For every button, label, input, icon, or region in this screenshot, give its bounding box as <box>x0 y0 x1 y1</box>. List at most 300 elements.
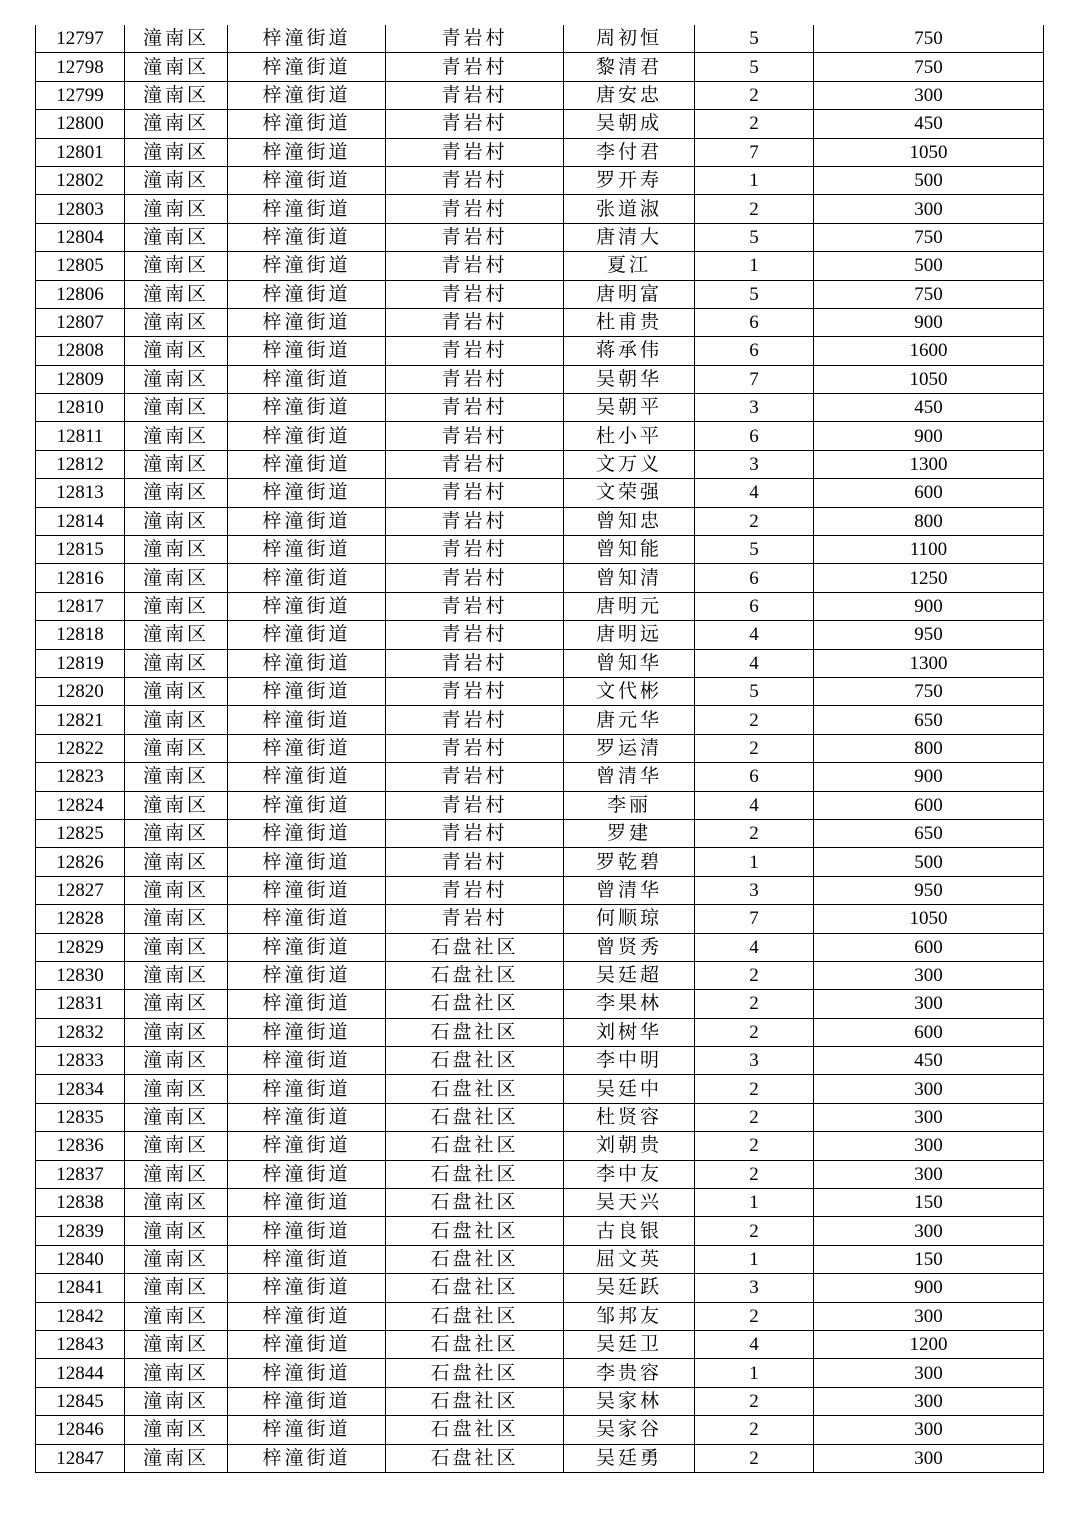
village-cell: 石盘社区 <box>386 1075 564 1103</box>
table-row <box>36 479 1044 507</box>
data-table <box>35 25 1044 1473</box>
table-row <box>36 649 1044 677</box>
amount-cell: 150 <box>814 1189 1044 1217</box>
record-number-cell: 12816 <box>36 564 125 592</box>
table-row <box>36 25 1044 53</box>
village-cell: 青岩村 <box>386 450 564 478</box>
record-number-cell: 12813 <box>36 479 125 507</box>
table-row <box>36 1330 1044 1358</box>
street-cell: 梓潼街道 <box>228 536 386 564</box>
record-number-cell: 12814 <box>36 507 125 535</box>
table-row <box>36 195 1044 223</box>
village-cell: 青岩村 <box>386 791 564 819</box>
household-count-cell: 2 <box>695 1217 814 1245</box>
district-cell: 潼南区 <box>125 876 228 904</box>
table-row <box>36 1245 1044 1273</box>
record-number-cell: 12844 <box>36 1359 125 1387</box>
name-cell: 古良银 <box>564 1217 695 1245</box>
street-cell: 梓潼街道 <box>228 933 386 961</box>
street-cell: 梓潼街道 <box>228 592 386 620</box>
village-cell: 石盘社区 <box>386 1416 564 1444</box>
street-cell: 梓潼街道 <box>228 110 386 138</box>
village-cell: 青岩村 <box>386 479 564 507</box>
district-cell: 潼南区 <box>125 621 228 649</box>
village-cell: 青岩村 <box>386 677 564 705</box>
street-cell: 梓潼街道 <box>228 1047 386 1075</box>
amount-cell: 1050 <box>814 365 1044 393</box>
street-cell: 梓潼街道 <box>228 990 386 1018</box>
district-cell: 潼南区 <box>125 990 228 1018</box>
name-cell: 吴朝华 <box>564 365 695 393</box>
amount-cell: 900 <box>814 422 1044 450</box>
amount-cell: 900 <box>814 592 1044 620</box>
table-row <box>36 365 1044 393</box>
household-count-cell: 7 <box>695 905 814 933</box>
household-count-cell: 2 <box>695 1132 814 1160</box>
household-count-cell: 4 <box>695 649 814 677</box>
amount-cell: 750 <box>814 53 1044 81</box>
name-cell: 蒋承伟 <box>564 337 695 365</box>
name-cell: 李付君 <box>564 138 695 166</box>
district-cell: 潼南区 <box>125 308 228 336</box>
table-row <box>36 848 1044 876</box>
village-cell: 青岩村 <box>386 763 564 791</box>
amount-cell: 750 <box>814 25 1044 53</box>
record-number-cell: 12831 <box>36 990 125 1018</box>
district-cell: 潼南区 <box>125 1302 228 1330</box>
amount-cell: 950 <box>814 621 1044 649</box>
record-number-cell: 12797 <box>36 25 125 53</box>
record-number-cell: 12830 <box>36 961 125 989</box>
table-row <box>36 1302 1044 1330</box>
amount-cell: 450 <box>814 110 1044 138</box>
document-page <box>35 25 1043 1473</box>
household-count-cell: 4 <box>695 933 814 961</box>
amount-cell: 900 <box>814 308 1044 336</box>
table-row <box>36 280 1044 308</box>
record-number-cell: 12833 <box>36 1047 125 1075</box>
street-cell: 梓潼街道 <box>228 1359 386 1387</box>
name-cell: 吴廷中 <box>564 1075 695 1103</box>
street-cell: 梓潼街道 <box>228 507 386 535</box>
name-cell: 杜甫贵 <box>564 308 695 336</box>
record-number-cell: 12819 <box>36 649 125 677</box>
amount-cell: 300 <box>814 1075 1044 1103</box>
village-cell: 石盘社区 <box>386 1189 564 1217</box>
village-cell: 青岩村 <box>386 507 564 535</box>
amount-cell: 650 <box>814 706 1044 734</box>
district-cell: 潼南区 <box>125 365 228 393</box>
name-cell: 屈文英 <box>564 1245 695 1273</box>
amount-cell: 750 <box>814 223 1044 251</box>
district-cell: 潼南区 <box>125 1387 228 1415</box>
name-cell: 唐明富 <box>564 280 695 308</box>
table-row <box>36 791 1044 819</box>
village-cell: 青岩村 <box>386 905 564 933</box>
village-cell: 青岩村 <box>386 564 564 592</box>
district-cell: 潼南区 <box>125 337 228 365</box>
record-number-cell: 12843 <box>36 1330 125 1358</box>
record-number-cell: 12837 <box>36 1160 125 1188</box>
district-cell: 潼南区 <box>125 53 228 81</box>
household-count-cell: 2 <box>695 1416 814 1444</box>
district-cell: 潼南区 <box>125 223 228 251</box>
district-cell: 潼南区 <box>125 1330 228 1358</box>
household-count-cell: 2 <box>695 1387 814 1415</box>
table-row <box>36 1132 1044 1160</box>
street-cell: 梓潼街道 <box>228 1075 386 1103</box>
record-number-cell: 12815 <box>36 536 125 564</box>
table-row <box>36 166 1044 194</box>
household-count-cell: 5 <box>695 53 814 81</box>
table-row <box>36 734 1044 762</box>
village-cell: 青岩村 <box>386 819 564 847</box>
table-row <box>36 1189 1044 1217</box>
household-count-cell: 4 <box>695 791 814 819</box>
village-cell: 石盘社区 <box>386 1302 564 1330</box>
district-cell: 潼南区 <box>125 195 228 223</box>
household-count-cell: 2 <box>695 1302 814 1330</box>
village-cell: 石盘社区 <box>386 1359 564 1387</box>
table-row <box>36 763 1044 791</box>
village-cell: 青岩村 <box>386 706 564 734</box>
table-row <box>36 308 1044 336</box>
amount-cell: 800 <box>814 507 1044 535</box>
district-cell: 潼南区 <box>125 1103 228 1131</box>
district-cell: 潼南区 <box>125 1359 228 1387</box>
district-cell: 潼南区 <box>125 1217 228 1245</box>
amount-cell: 300 <box>814 81 1044 109</box>
street-cell: 梓潼街道 <box>228 422 386 450</box>
table-row <box>36 1018 1044 1046</box>
household-count-cell: 2 <box>695 1018 814 1046</box>
record-number-cell: 12799 <box>36 81 125 109</box>
table-row <box>36 1217 1044 1245</box>
name-cell: 吴廷卫 <box>564 1330 695 1358</box>
amount-cell: 1600 <box>814 337 1044 365</box>
name-cell: 文代彬 <box>564 677 695 705</box>
name-cell: 周初恒 <box>564 25 695 53</box>
amount-cell: 300 <box>814 1302 1044 1330</box>
record-number-cell: 12846 <box>36 1416 125 1444</box>
table-row <box>36 53 1044 81</box>
district-cell: 潼南区 <box>125 1018 228 1046</box>
amount-cell: 900 <box>814 1274 1044 1302</box>
amount-cell: 1300 <box>814 450 1044 478</box>
name-cell: 唐安忠 <box>564 81 695 109</box>
district-cell: 潼南区 <box>125 1132 228 1160</box>
name-cell: 吴廷勇 <box>564 1444 695 1472</box>
amount-cell: 600 <box>814 479 1044 507</box>
district-cell: 潼南区 <box>125 1416 228 1444</box>
household-count-cell: 5 <box>695 25 814 53</box>
village-cell: 石盘社区 <box>386 1160 564 1188</box>
table-row <box>36 1359 1044 1387</box>
street-cell: 梓潼街道 <box>228 1274 386 1302</box>
village-cell: 青岩村 <box>386 195 564 223</box>
record-number-cell: 12808 <box>36 337 125 365</box>
household-count-cell: 5 <box>695 223 814 251</box>
table-row <box>36 1103 1044 1131</box>
district-cell: 潼南区 <box>125 961 228 989</box>
name-cell: 夏江 <box>564 252 695 280</box>
name-cell: 李丽 <box>564 791 695 819</box>
amount-cell: 300 <box>814 195 1044 223</box>
district-cell: 潼南区 <box>125 564 228 592</box>
record-number-cell: 12802 <box>36 166 125 194</box>
household-count-cell: 3 <box>695 1274 814 1302</box>
table-row <box>36 592 1044 620</box>
name-cell: 曾清华 <box>564 876 695 904</box>
name-cell: 文万义 <box>564 450 695 478</box>
amount-cell: 1200 <box>814 1330 1044 1358</box>
record-number-cell: 12809 <box>36 365 125 393</box>
district-cell: 潼南区 <box>125 1160 228 1188</box>
street-cell: 梓潼街道 <box>228 791 386 819</box>
street-cell: 梓潼街道 <box>228 394 386 422</box>
record-number-cell: 12826 <box>36 848 125 876</box>
household-count-cell: 6 <box>695 422 814 450</box>
village-cell: 石盘社区 <box>386 1274 564 1302</box>
name-cell: 杜小平 <box>564 422 695 450</box>
village-cell: 石盘社区 <box>386 1330 564 1358</box>
record-number-cell: 12817 <box>36 592 125 620</box>
name-cell: 吴家谷 <box>564 1416 695 1444</box>
district-cell: 潼南区 <box>125 1047 228 1075</box>
village-cell: 青岩村 <box>386 280 564 308</box>
record-number-cell: 12820 <box>36 677 125 705</box>
record-number-cell: 12821 <box>36 706 125 734</box>
village-cell: 青岩村 <box>386 621 564 649</box>
table-row <box>36 1387 1044 1415</box>
village-cell: 青岩村 <box>386 223 564 251</box>
household-count-cell: 1 <box>695 1189 814 1217</box>
name-cell: 刘朝贵 <box>564 1132 695 1160</box>
table-row <box>36 1075 1044 1103</box>
name-cell: 曾清华 <box>564 763 695 791</box>
name-cell: 罗运清 <box>564 734 695 762</box>
name-cell: 罗开寿 <box>564 166 695 194</box>
amount-cell: 1250 <box>814 564 1044 592</box>
household-count-cell: 6 <box>695 763 814 791</box>
village-cell: 青岩村 <box>386 592 564 620</box>
street-cell: 梓潼街道 <box>228 1330 386 1358</box>
street-cell: 梓潼街道 <box>228 479 386 507</box>
record-number-cell: 12836 <box>36 1132 125 1160</box>
record-number-cell: 12806 <box>36 280 125 308</box>
district-cell: 潼南区 <box>125 166 228 194</box>
name-cell: 吴天兴 <box>564 1189 695 1217</box>
street-cell: 梓潼街道 <box>228 1245 386 1273</box>
household-count-cell: 6 <box>695 592 814 620</box>
amount-cell: 300 <box>814 1217 1044 1245</box>
record-number-cell: 12847 <box>36 1444 125 1472</box>
record-number-cell: 12832 <box>36 1018 125 1046</box>
record-number-cell: 12840 <box>36 1245 125 1273</box>
amount-cell: 1050 <box>814 138 1044 166</box>
table-body <box>36 25 1044 1472</box>
table-row <box>36 252 1044 280</box>
table-row <box>36 990 1044 1018</box>
record-number-cell: 12842 <box>36 1302 125 1330</box>
name-cell: 吴廷跃 <box>564 1274 695 1302</box>
amount-cell: 300 <box>814 1387 1044 1415</box>
household-count-cell: 1 <box>695 848 814 876</box>
amount-cell: 500 <box>814 848 1044 876</box>
household-count-cell: 2 <box>695 819 814 847</box>
district-cell: 潼南区 <box>125 706 228 734</box>
table-row <box>36 536 1044 564</box>
street-cell: 梓潼街道 <box>228 819 386 847</box>
amount-cell: 300 <box>814 1132 1044 1160</box>
district-cell: 潼南区 <box>125 848 228 876</box>
street-cell: 梓潼街道 <box>228 1189 386 1217</box>
amount-cell: 900 <box>814 763 1044 791</box>
name-cell: 杜贤容 <box>564 1103 695 1131</box>
street-cell: 梓潼街道 <box>228 308 386 336</box>
name-cell: 吴朝成 <box>564 110 695 138</box>
street-cell: 梓潼街道 <box>228 450 386 478</box>
street-cell: 梓潼街道 <box>228 138 386 166</box>
household-count-cell: 4 <box>695 1330 814 1358</box>
amount-cell: 500 <box>814 252 1044 280</box>
household-count-cell: 6 <box>695 564 814 592</box>
village-cell: 青岩村 <box>386 53 564 81</box>
street-cell: 梓潼街道 <box>228 81 386 109</box>
district-cell: 潼南区 <box>125 536 228 564</box>
household-count-cell: 4 <box>695 621 814 649</box>
household-count-cell: 2 <box>695 110 814 138</box>
table-row <box>36 1274 1044 1302</box>
record-number-cell: 12798 <box>36 53 125 81</box>
household-count-cell: 3 <box>695 394 814 422</box>
name-cell: 邹邦友 <box>564 1302 695 1330</box>
district-cell: 潼南区 <box>125 734 228 762</box>
amount-cell: 800 <box>814 734 1044 762</box>
village-cell: 青岩村 <box>386 81 564 109</box>
household-count-cell: 2 <box>695 1444 814 1472</box>
amount-cell: 1050 <box>814 905 1044 933</box>
village-cell: 青岩村 <box>386 876 564 904</box>
record-number-cell: 12825 <box>36 819 125 847</box>
household-count-cell: 2 <box>695 1075 814 1103</box>
record-number-cell: 12807 <box>36 308 125 336</box>
street-cell: 梓潼街道 <box>228 25 386 53</box>
village-cell: 青岩村 <box>386 848 564 876</box>
table-row <box>36 138 1044 166</box>
street-cell: 梓潼街道 <box>228 763 386 791</box>
table-row <box>36 905 1044 933</box>
household-count-cell: 3 <box>695 1047 814 1075</box>
amount-cell: 150 <box>814 1245 1044 1273</box>
village-cell: 石盘社区 <box>386 933 564 961</box>
street-cell: 梓潼街道 <box>228 649 386 677</box>
district-cell: 潼南区 <box>125 649 228 677</box>
street-cell: 梓潼街道 <box>228 252 386 280</box>
village-cell: 青岩村 <box>386 394 564 422</box>
village-cell: 青岩村 <box>386 734 564 762</box>
name-cell: 吴家林 <box>564 1387 695 1415</box>
record-number-cell: 12845 <box>36 1387 125 1415</box>
record-number-cell: 12835 <box>36 1103 125 1131</box>
name-cell: 李贵容 <box>564 1359 695 1387</box>
household-count-cell: 4 <box>695 479 814 507</box>
name-cell: 唐明远 <box>564 621 695 649</box>
table-row <box>36 1160 1044 1188</box>
village-cell: 石盘社区 <box>386 1103 564 1131</box>
household-count-cell: 5 <box>695 677 814 705</box>
village-cell: 石盘社区 <box>386 1217 564 1245</box>
district-cell: 潼南区 <box>125 819 228 847</box>
amount-cell: 500 <box>814 166 1044 194</box>
amount-cell: 300 <box>814 990 1044 1018</box>
table-row <box>36 933 1044 961</box>
street-cell: 梓潼街道 <box>228 1103 386 1131</box>
district-cell: 潼南区 <box>125 592 228 620</box>
household-count-cell: 3 <box>695 876 814 904</box>
amount-cell: 300 <box>814 961 1044 989</box>
district-cell: 潼南区 <box>125 25 228 53</box>
village-cell: 石盘社区 <box>386 1444 564 1472</box>
table-row <box>36 706 1044 734</box>
village-cell: 石盘社区 <box>386 1047 564 1075</box>
street-cell: 梓潼街道 <box>228 195 386 223</box>
village-cell: 青岩村 <box>386 365 564 393</box>
name-cell: 唐元华 <box>564 706 695 734</box>
amount-cell: 300 <box>814 1416 1044 1444</box>
household-count-cell: 2 <box>695 706 814 734</box>
district-cell: 潼南区 <box>125 1075 228 1103</box>
record-number-cell: 12812 <box>36 450 125 478</box>
village-cell: 石盘社区 <box>386 1132 564 1160</box>
record-number-cell: 12824 <box>36 791 125 819</box>
district-cell: 潼南区 <box>125 81 228 109</box>
table-row <box>36 394 1044 422</box>
village-cell: 青岩村 <box>386 25 564 53</box>
street-cell: 梓潼街道 <box>228 280 386 308</box>
record-number-cell: 12810 <box>36 394 125 422</box>
district-cell: 潼南区 <box>125 1189 228 1217</box>
name-cell: 何顺琼 <box>564 905 695 933</box>
amount-cell: 300 <box>814 1359 1044 1387</box>
record-number-cell: 12801 <box>36 138 125 166</box>
amount-cell: 600 <box>814 791 1044 819</box>
street-cell: 梓潼街道 <box>228 848 386 876</box>
household-count-cell: 2 <box>695 1160 814 1188</box>
name-cell: 李中友 <box>564 1160 695 1188</box>
street-cell: 梓潼街道 <box>228 1416 386 1444</box>
district-cell: 潼南区 <box>125 110 228 138</box>
name-cell: 曾知华 <box>564 649 695 677</box>
household-count-cell: 1 <box>695 1359 814 1387</box>
village-cell: 石盘社区 <box>386 990 564 1018</box>
district-cell: 潼南区 <box>125 507 228 535</box>
amount-cell: 750 <box>814 677 1044 705</box>
table-row <box>36 564 1044 592</box>
household-count-cell: 2 <box>695 734 814 762</box>
amount-cell: 450 <box>814 394 1044 422</box>
record-number-cell: 12800 <box>36 110 125 138</box>
street-cell: 梓潼街道 <box>228 365 386 393</box>
street-cell: 梓潼街道 <box>228 223 386 251</box>
street-cell: 梓潼街道 <box>228 1217 386 1245</box>
table-row <box>36 961 1044 989</box>
name-cell: 唐明元 <box>564 592 695 620</box>
name-cell: 曾知能 <box>564 536 695 564</box>
household-count-cell: 2 <box>695 195 814 223</box>
record-number-cell: 12818 <box>36 621 125 649</box>
record-number-cell: 12839 <box>36 1217 125 1245</box>
